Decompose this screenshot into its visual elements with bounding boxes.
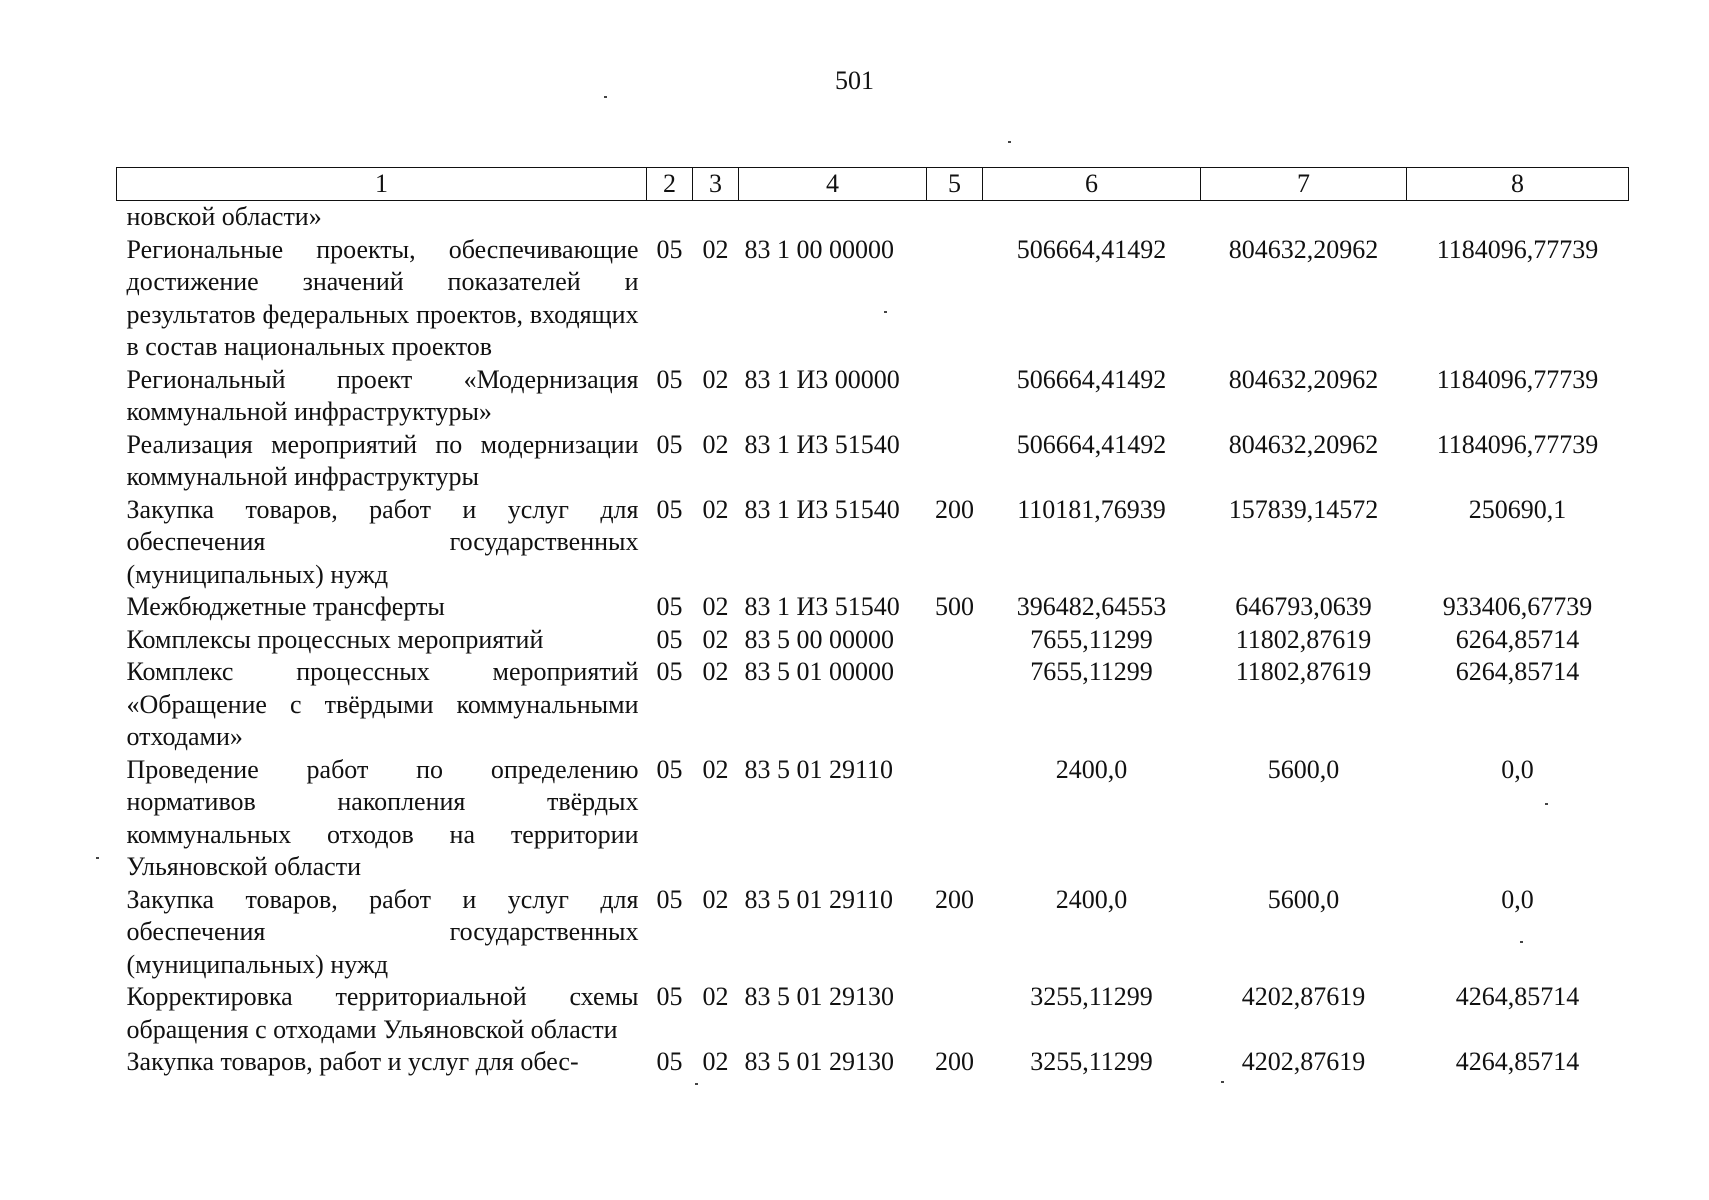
section-code-cell: 05 [656,1047,683,1076]
amount-col8-cell: 1184096,77739 [1436,234,1599,264]
amount-col6-cell: 506664,41492 [1016,429,1167,459]
target-article-cell: 83 5 01 29130 [744,982,894,1011]
section-code-cell: 05 [656,429,683,459]
expense-type-cell [927,201,983,234]
scan-speck [1520,941,1523,943]
page-number: 501 [835,66,874,95]
subsection-code-cell: 02 [702,982,729,1011]
expense-type-cell: 200 [935,494,974,524]
table-row [117,754,1629,884]
row-name-cell: Региональные проекты, обеспечивающие достижение значений показателей и результатов федеральных проектов, входящих в состав национальных проектов [126,234,639,361]
column-header: 6 [983,168,1201,201]
amount-col8-cell [1407,201,1629,234]
scan-speck [604,96,607,98]
subsection-code-cell: 02 [702,754,729,784]
amount-col7-cell: 5600,0 [1267,754,1340,784]
target-article-cell: 83 5 00 00000 [744,624,894,654]
table-row [117,234,1629,364]
row-name-cell: новской области» [126,202,322,231]
amount-col6-cell: 2400,0 [1055,884,1128,914]
amount-col8-cell: 1184096,77739 [1436,364,1599,394]
subsection-code-cell: 02 [702,364,729,394]
table-row [117,201,1629,234]
table-row [117,884,1629,982]
budget-table [116,167,1629,1079]
amount-col6-cell: 506664,41492 [1016,364,1167,394]
scan-speck [1221,1081,1224,1083]
scan-speck [695,1083,698,1085]
column-header: 5 [927,168,983,201]
target-article-cell: 83 1 И3 51540 [744,592,900,621]
section-code-cell [647,201,693,234]
amount-col7-cell: 11802,87619 [1235,657,1372,686]
section-code-cell: 05 [656,494,683,524]
table-header-row [117,168,1629,201]
expense-type-cell [927,364,983,429]
expense-type-cell [927,429,983,494]
target-article-cell: 83 1 И3 00000 [744,364,900,394]
expense-type-cell [927,234,983,364]
target-article-cell: 83 5 01 29110 [744,884,894,914]
row-name-cell: Комплекс процессных мероприятий «Обращение с твёрдыми коммунальными отходами» [126,657,639,751]
section-code-cell: 05 [656,982,683,1011]
amount-col6-cell: 3255,11299 [1030,1047,1153,1076]
column-header: 4 [739,168,927,201]
row-name-cell: Корректировка территориальной схемы обращения с отходами Ульяновской области [126,982,639,1044]
subsection-code-cell: 02 [702,494,729,524]
table-row [117,591,1629,624]
table-row [117,981,1629,1046]
expense-type-cell: 200 [935,884,974,914]
table-row [117,494,1629,592]
target-article-cell: 83 5 01 29110 [744,754,894,784]
column-header: 1 [117,168,647,201]
row-name-cell: Межбюджетные трансферты [126,592,445,621]
table-row [117,624,1629,657]
amount-col8-cell: 933406,67739 [1442,592,1593,621]
expense-type-cell [927,624,983,657]
amount-col6-cell: 3255,11299 [1030,982,1153,1011]
subsection-code-cell: 02 [702,429,729,459]
row-name-cell: Реализация мероприятий по модернизации коммунальной инфраструктуры [126,429,639,491]
row-name-cell: Комплексы процессных мероприятий [126,624,544,654]
amount-col7-cell: 4202,87619 [1241,982,1366,1011]
target-article-cell: 83 1 00 00000 [744,234,894,264]
section-code-cell: 05 [656,234,683,264]
amount-col8-cell: 0,0 [1501,754,1534,784]
row-name-cell: Проведение работ по определению нормативов накопления твёрдых коммунальных отходов на территории Ульяновской области [126,754,639,881]
subsection-code-cell: 02 [702,234,729,264]
section-code-cell: 05 [656,754,683,784]
scan-speck [884,311,887,313]
target-article-cell: 83 1 И3 51540 [744,429,900,459]
section-code-cell: 05 [656,364,683,394]
row-name-cell: Закупка товаров, работ и услуг для обеспечения государственных (муниципальных) нужд [126,884,639,979]
row-name-cell: Региональный проект «Модернизация коммунальной инфраструктуры» [126,364,639,426]
amount-col6-cell: 506664,41492 [1016,234,1167,264]
subsection-code-cell [693,201,739,234]
table-row [117,429,1629,494]
table-row [117,656,1629,754]
expense-type-cell: 200 [935,1047,974,1076]
amount-col8-cell: 6264,85714 [1455,657,1580,686]
subsection-code-cell: 02 [702,592,729,621]
amount-col8-cell: 4264,85714 [1455,982,1580,1011]
section-code-cell: 05 [656,657,683,686]
amount-col7-cell [1201,201,1407,234]
target-article-cell: 83 5 01 00000 [744,657,894,686]
amount-col7-cell: 804632,20962 [1228,429,1379,459]
row-name-cell: Закупка товаров, работ и услуг для обеспечения государственных (муниципальных) нужд [126,494,639,589]
scan-speck [1545,803,1548,805]
amount-col6-cell: 7655,11299 [1030,657,1153,686]
target-article-cell: 83 5 01 29130 [744,1047,894,1076]
amount-col7-cell: 804632,20962 [1228,364,1379,394]
table-row [117,364,1629,429]
amount-col8-cell: 0,0 [1501,884,1534,914]
amount-col7-cell: 804632,20962 [1228,234,1379,264]
scan-speck [1008,141,1011,143]
amount-col7-cell: 4202,87619 [1241,1047,1366,1076]
amount-col6-cell [983,201,1201,234]
amount-col8-cell: 250690,1 [1468,494,1567,524]
amount-col7-cell: 157839,14572 [1228,494,1379,524]
column-header: 3 [693,168,739,201]
section-code-cell: 05 [656,592,683,621]
expense-type-cell [927,754,983,884]
amount-col6-cell: 110181,76939 [1017,494,1166,524]
subsection-code-cell: 02 [702,624,729,654]
row-name-cell: Закупка товаров, работ и услуг для обес- [126,1047,579,1076]
subsection-code-cell: 02 [702,884,729,914]
section-code-cell: 05 [656,624,683,654]
scan-speck [96,857,99,859]
amount-col6-cell: 7655,11299 [1030,624,1153,654]
expense-type-cell: 500 [935,592,974,621]
amount-col7-cell: 646793,0639 [1235,592,1372,621]
section-code-cell: 05 [656,884,683,914]
column-header: 2 [647,168,693,201]
amount-col8-cell: 4264,85714 [1455,1047,1580,1076]
column-header: 7 [1201,168,1407,201]
amount-col6-cell: 396482,64553 [1016,592,1167,621]
amount-col8-cell: 1184096,77739 [1436,429,1599,459]
expense-type-cell [927,656,983,754]
amount-col6-cell: 2400,0 [1055,754,1128,784]
target-article-cell [739,201,927,234]
subsection-code-cell: 02 [702,1047,729,1076]
column-header: 8 [1407,168,1629,201]
table-row [117,1046,1629,1079]
expense-type-cell [927,981,983,1046]
amount-col7-cell: 11802,87619 [1235,624,1372,654]
target-article-cell: 83 1 И3 51540 [744,494,900,524]
subsection-code-cell: 02 [702,657,729,686]
amount-col7-cell: 5600,0 [1267,884,1340,914]
amount-col8-cell: 6264,85714 [1455,624,1580,654]
